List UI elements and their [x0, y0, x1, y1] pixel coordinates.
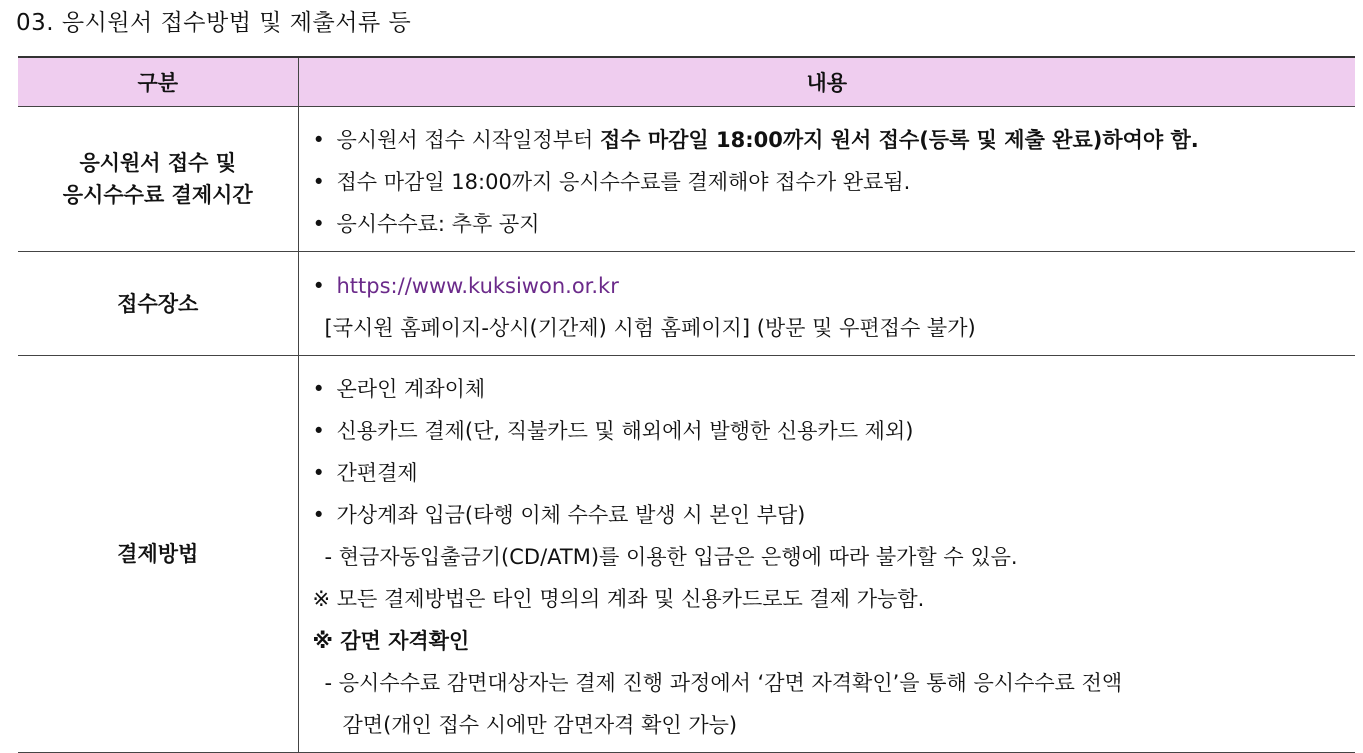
- payment-note: ※ 모든 결제방법은 타인 명의의 계좌 및 신용카드로도 결제 가능함.: [312, 587, 925, 611]
- bullet-icon: •: [312, 503, 325, 527]
- exemption-note-title: ※ 감면 자격확인: [312, 629, 470, 653]
- bullet-icon: •: [312, 273, 325, 298]
- application-info-table: [18, 56, 1355, 753]
- bullet-icon: •: [312, 128, 325, 152]
- bullet-icon: •: [312, 419, 325, 443]
- list-item: [313, 161, 1356, 203]
- list-item: [313, 119, 1356, 161]
- item-text: 가상계좌 입금(타행 이체 수수료 발생 시 본인 부담): [336, 503, 806, 527]
- content-cell: [298, 356, 1355, 753]
- content-cell: [298, 107, 1355, 252]
- section-heading: 03. 응시원서 접수방법 및 제출서류 등: [16, 10, 412, 36]
- item-text: 신용카드 결제(단, 직불카드 및 해외에서 발행한 신용카드 제외): [336, 419, 914, 443]
- table-row: [18, 107, 1355, 252]
- item-bold-text: 접수 마감일 18:00까지 원서 접수(등록 및 제출 완료)하여야 함.: [599, 128, 1199, 152]
- list-item: [313, 494, 1356, 536]
- website-link[interactable]: https://www.kuksiwon.or.kr: [336, 273, 619, 298]
- header-content: 내용: [298, 57, 1355, 107]
- table-row: [18, 252, 1355, 356]
- list-item: [313, 410, 1356, 452]
- bullet-icon: •: [312, 212, 325, 236]
- exemption-sub-note-continued: 감면(개인 접수 시에만 감면자격 확인 가능): [342, 713, 738, 737]
- item-text: 응시수수료: 추후 공지: [336, 212, 540, 236]
- category-cell: 접수장소: [18, 252, 298, 356]
- category-line: 응시수수료 결제시간: [62, 183, 253, 207]
- list-item: [313, 265, 1356, 307]
- category-cell: 결제방법: [18, 356, 298, 753]
- table-row: [18, 356, 1355, 753]
- category-cell: [18, 107, 298, 252]
- item-text: 응시원서 접수 시작일정부터: [336, 128, 600, 152]
- table-header-row: [18, 57, 1355, 107]
- list-item: [313, 452, 1356, 494]
- bullet-icon: •: [312, 461, 325, 485]
- bullet-icon: •: [312, 170, 325, 194]
- item-text: 간편결제: [336, 461, 418, 485]
- atm-sub-note: - 현금자동입출금기(CD/ATM)를 이용한 입금은 은행에 따라 불가할 수 있음.: [324, 545, 1018, 569]
- category-line: 응시원서 접수 및: [79, 151, 237, 175]
- list-item: [313, 368, 1356, 410]
- location-note: [국시원 홈페이지-상시(기간제) 시험 홈페이지] (방문 및 우편접수 불가): [324, 315, 976, 340]
- item-text: 접수 마감일 18:00까지 응시수수료를 결제해야 접수가 완료됨.: [336, 170, 911, 194]
- exemption-sub-note: - 응시수수료 감면대상자는 결제 진행 과정에서 ‘감면 자격확인’을 통해 응시수수료 전액: [324, 671, 1123, 695]
- list-item: [313, 203, 1356, 245]
- bullet-icon: •: [312, 377, 325, 401]
- header-category: 구분: [18, 57, 298, 107]
- content-cell: [298, 252, 1355, 356]
- item-text: 온라인 계좌이체: [336, 377, 486, 401]
